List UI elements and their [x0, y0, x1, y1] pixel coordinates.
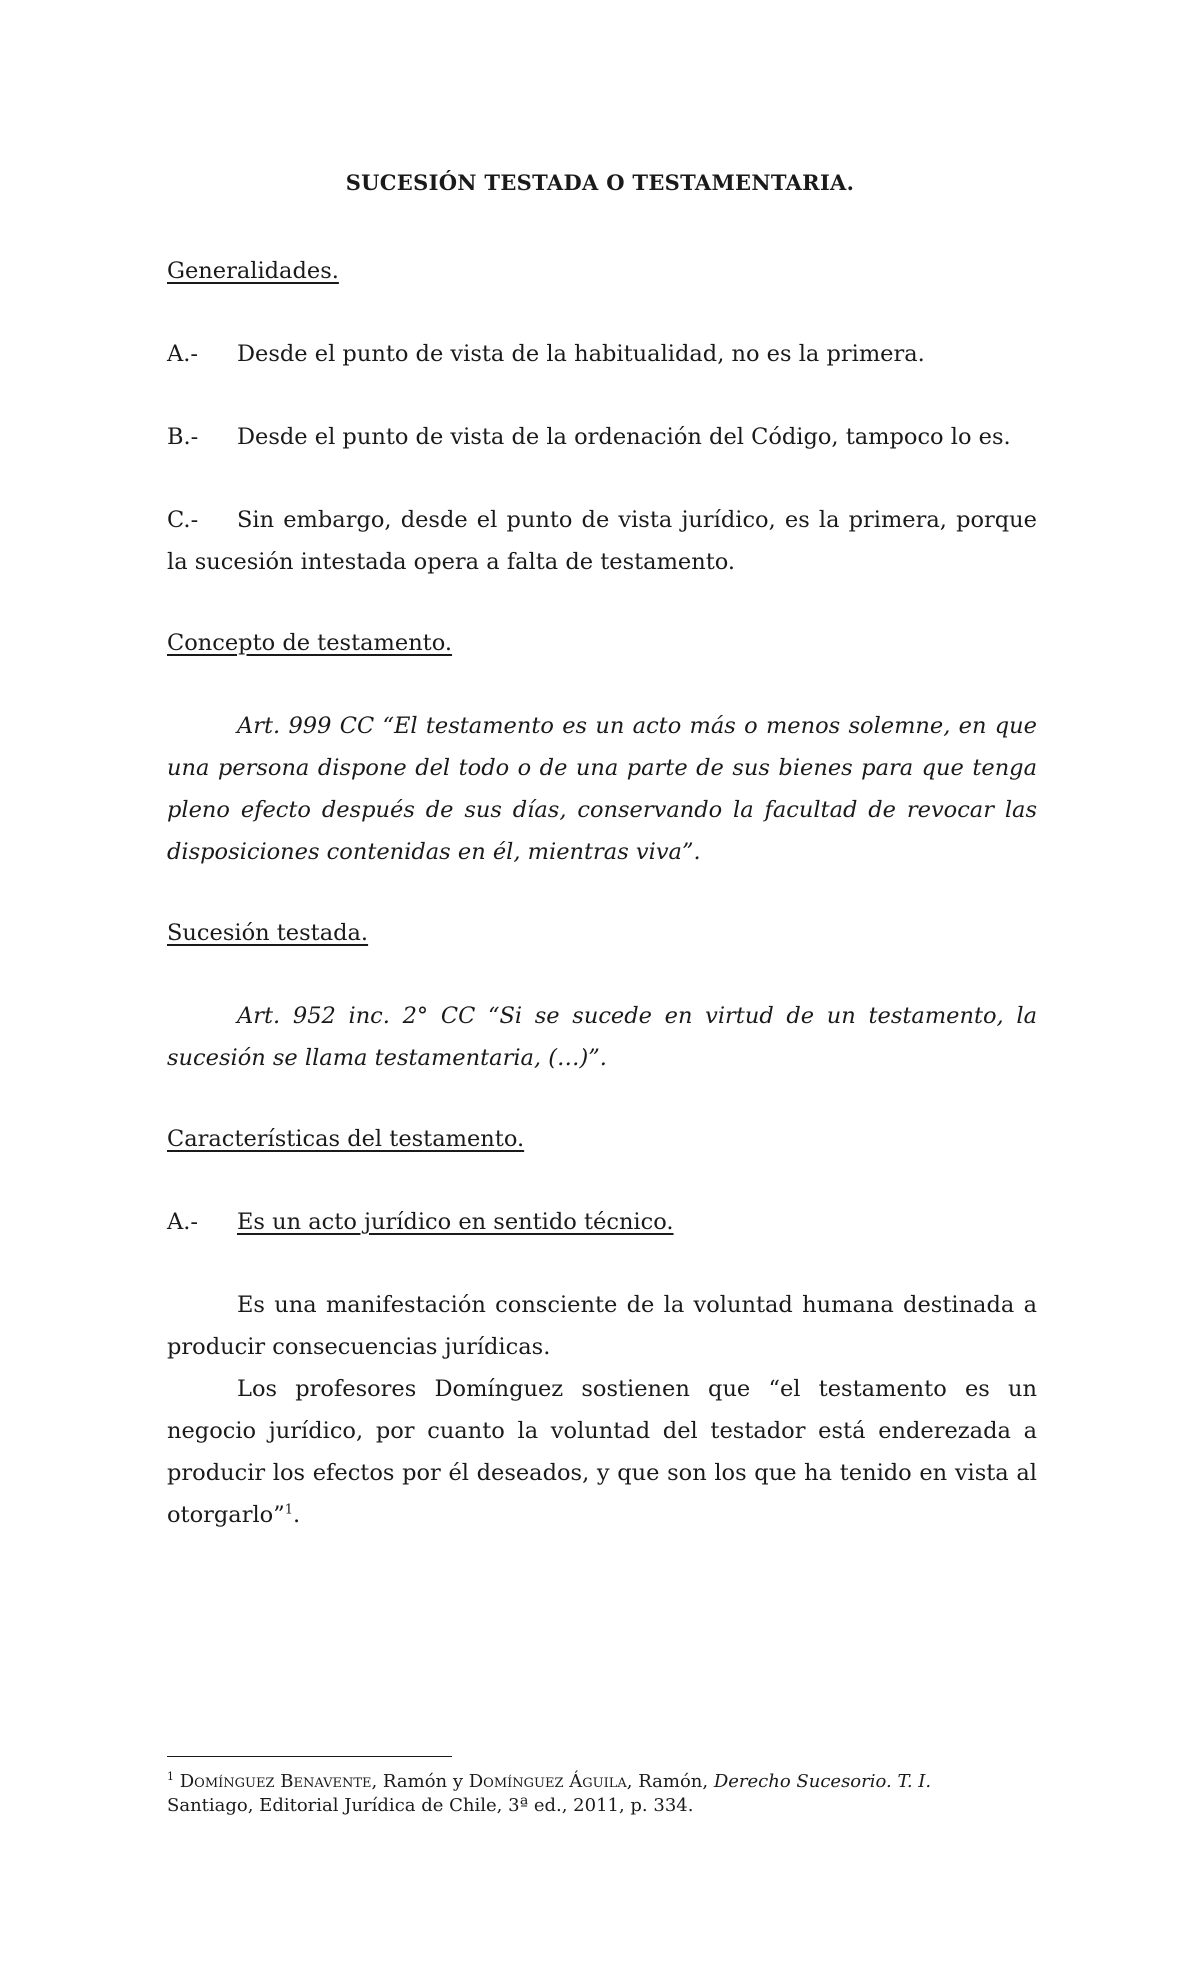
footnote-book-title: Derecho Sucesorio. T. I.	[713, 1771, 932, 1792]
list-item-b	[167, 416, 1037, 458]
heading-generalidades: Generalidades.	[167, 258, 339, 284]
heading-concepto: Concepto de testamento.	[167, 630, 453, 656]
footnote-reference[interactable]: 1	[284, 1502, 293, 1518]
footnote	[167, 1770, 1037, 1818]
section-heading-concepto	[167, 622, 1037, 664]
item-label: C.-	[167, 507, 199, 533]
footnote-divider	[167, 1756, 452, 1757]
paragraph-end: .	[293, 1502, 301, 1528]
footnote-author-2-name: , Ramón,	[626, 1771, 714, 1792]
footnote-author-1-name: , Ramón y	[371, 1771, 469, 1792]
quote-art-952: Art. 952 inc. 2° CC “Si se sucede en virtud de un testamento, la sucesión se llama testamentaria, (…)”.	[167, 1003, 1037, 1071]
section-heading-caracteristicas	[167, 1118, 1037, 1160]
item-label: B.-	[167, 424, 199, 450]
item-label: A.-	[167, 341, 199, 367]
footnote-publication: Santiago, Editorial Jurídica de Chile, 3ª ed., 2011, p. 334.	[167, 1795, 694, 1816]
item-heading: Es un acto jurídico en sentido técnico.	[237, 1209, 674, 1235]
item-text: Desde el punto de vista de la ordenación del Código, tampoco lo es.	[237, 424, 1011, 450]
quote-art-999: Art. 999 CC “El testamento es un acto más o menos solemne, en que una persona dispone del todo o de una parte de sus bienes para que tenga pleno efecto después de sus días, conservando la facultad de revocar las disposiciones contenidas en él, mientras viva”.	[167, 713, 1037, 865]
heading-caracteristicas: Características del testamento.	[167, 1126, 525, 1152]
paragraph-profesores	[167, 1368, 1037, 1536]
section-heading-generalidades	[167, 250, 1037, 292]
paragraph-manifestacion: Es una manifestación consciente de la voluntad humana destinada a producir consecuencias jurídicas.	[167, 1292, 1037, 1360]
item-label: A.-	[167, 1209, 199, 1235]
item-text: Desde el punto de vista de la habitualidad, no es la primera.	[237, 341, 925, 367]
item-text: Sin embargo, desde el punto de vista jurídico, es la primera, porque	[237, 507, 1037, 533]
document-title: SUCESIÓN TESTADA O TESTAMENTARIA.	[345, 170, 855, 195]
list-item-caracteristica-a	[167, 1201, 1037, 1243]
heading-sucesion: Sucesión testada.	[167, 920, 369, 946]
item-continuation: la sucesión intestada opera a falta de testamento.	[167, 549, 736, 575]
footnote-mark: 1	[167, 1770, 174, 1783]
list-item-c	[167, 499, 1037, 583]
footnote-author-1: Domínguez Benavente	[179, 1771, 372, 1792]
list-item-a	[167, 333, 1037, 375]
paragraph-text: Los profesores Domínguez sostienen que “el testamento es un negocio jurídico, por cuanto la voluntad del testador está enderezada a producir los efectos por él deseados, y que son los que ha tenido en vista al otorgarlo”	[167, 1376, 1037, 1528]
section-heading-sucesion	[167, 912, 1037, 954]
footnote-author-2: Domínguez Águila	[468, 1771, 627, 1792]
